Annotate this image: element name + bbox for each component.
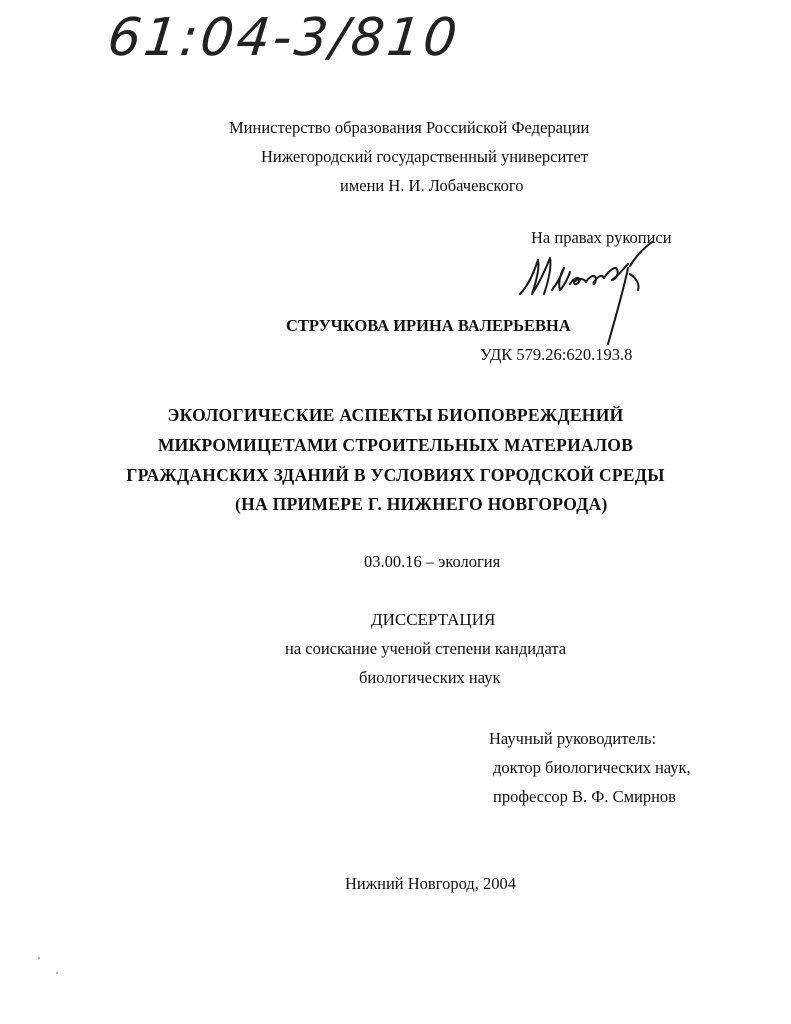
supervisor-name: профессор В. Ф. Смирнов [493,787,676,806]
supervisor-degree: доктор биологических наук, [493,758,691,777]
title-line-1: ЭКОЛОГИЧЕСКИЕ АСПЕКТЫ БИОПОВРЕЖДЕНИЙ [167,405,624,425]
handwritten-signature [512,238,662,358]
title-line-4: (НА ПРИМЕРЕ Г. НИЖНЕГО НОВГОРОДА) [235,494,608,514]
author-name: СТРУЧКОВА ИРИНА ВАЛЕРЬЕВНА [286,316,571,335]
document-type: ДИССЕРТАЦИЯ [371,610,496,629]
ministry-line: Министерство образования Российской Федерации [229,118,590,137]
specialty-line: 03.00.16 – экология [364,552,501,571]
handwritten-catalog-number: 61:04-3/810 [104,8,463,68]
udc-code: УДК 579.26:620.193.8 [480,345,633,364]
title-line-3: ГРАЖДАНСКИХ ЗДАНИЙ В УСЛОВИЯХ ГОРОДСКОЙ СРЕДЫ [126,465,665,485]
supervisor-label: Научный руководитель: [489,729,657,748]
named-after-line: имени Н. И. Лобачевского [340,176,524,195]
title-line-2: МИКРОМИЦЕТАМИ СТРОИТЕЛЬНЫХ МАТЕРИАЛОВ [157,435,634,455]
scan-speck [38,957,40,959]
degree-line-2: биологических наук [359,668,501,687]
manuscript-rights: На правах рукописи [531,228,672,247]
place-year: Нижний Новгород, 2004 [345,874,516,893]
scan-speck [56,972,58,974]
degree-line-1: на соискание ученой степени кандидата [285,639,567,658]
university-line: Нижегородский государственный университет [261,147,589,166]
